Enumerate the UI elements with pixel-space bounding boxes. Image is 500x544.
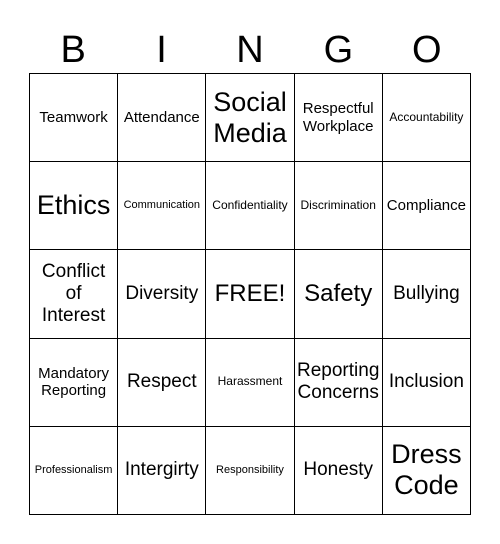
cell-label: Teamwork xyxy=(39,108,108,126)
cell-label: Responsibility xyxy=(216,464,284,477)
cell-label: Accountability xyxy=(389,109,464,124)
cell-label: Conflict of Interest xyxy=(41,261,106,326)
cell-label: Discrimination xyxy=(300,197,376,212)
bingo-cell[interactable] xyxy=(383,162,471,250)
cell-label: Respectful Workplace xyxy=(302,100,374,135)
cell-label: Harassment xyxy=(217,374,283,389)
bingo-cell[interactable] xyxy=(30,162,118,250)
header-letter-b: B xyxy=(60,29,86,71)
header-letter-g: G xyxy=(323,29,354,71)
bingo-cell[interactable] xyxy=(30,250,118,338)
bingo-cell[interactable] xyxy=(295,250,383,338)
cell-label: Mandatory Reporting xyxy=(38,364,110,400)
cell-label: Reporting Concerns xyxy=(297,360,380,404)
bingo-cell[interactable] xyxy=(118,74,206,162)
cell-label: Confidentiality xyxy=(212,197,288,212)
cell-label: Intergirty xyxy=(124,459,199,481)
bingo-cell[interactable] xyxy=(295,427,383,515)
bingo-cell[interactable] xyxy=(383,250,471,338)
free-space-label: FREE! xyxy=(214,280,286,308)
bingo-cell-free[interactable] xyxy=(206,250,294,338)
cell-label: Dress Code xyxy=(391,439,462,501)
bingo-cell[interactable] xyxy=(118,339,206,427)
cell-label: Attendance xyxy=(123,108,200,126)
bingo-cell[interactable] xyxy=(383,427,471,515)
bingo-cell[interactable] xyxy=(206,74,294,162)
cell-label: Diversity xyxy=(125,283,199,305)
bingo-cell[interactable] xyxy=(118,250,206,338)
bingo-cell[interactable] xyxy=(30,427,118,515)
cell-label: Professionalism xyxy=(34,464,113,477)
bingo-board xyxy=(29,73,471,515)
cell-label: Inclusion xyxy=(388,371,464,393)
cell-label: Bullying xyxy=(393,283,460,305)
bingo-cell[interactable] xyxy=(295,339,383,427)
bingo-cell[interactable] xyxy=(118,427,206,515)
cell-label: Honesty xyxy=(303,459,374,481)
header-letter-n: N xyxy=(236,29,264,71)
bingo-cell[interactable] xyxy=(30,74,118,162)
bingo-cell[interactable] xyxy=(118,162,206,250)
bingo-header xyxy=(29,26,471,74)
header-letter-i: I xyxy=(156,29,167,71)
bingo-cell[interactable] xyxy=(383,74,471,162)
cell-label: Safety xyxy=(304,280,373,308)
header-letter-o: O xyxy=(411,29,442,71)
bingo-cell[interactable] xyxy=(383,339,471,427)
bingo-cell[interactable] xyxy=(206,427,294,515)
cell-label: Social Media xyxy=(213,86,287,148)
bingo-cell[interactable] xyxy=(206,339,294,427)
bingo-cell[interactable] xyxy=(295,162,383,250)
bingo-cell[interactable] xyxy=(295,74,383,162)
bingo-cell[interactable] xyxy=(206,162,294,250)
cell-label: Respect xyxy=(126,371,197,393)
cell-label: Compliance xyxy=(386,197,466,215)
bingo-cell[interactable] xyxy=(30,339,118,427)
cell-label: Ethics xyxy=(36,190,111,221)
cell-label: Communication xyxy=(123,199,200,212)
